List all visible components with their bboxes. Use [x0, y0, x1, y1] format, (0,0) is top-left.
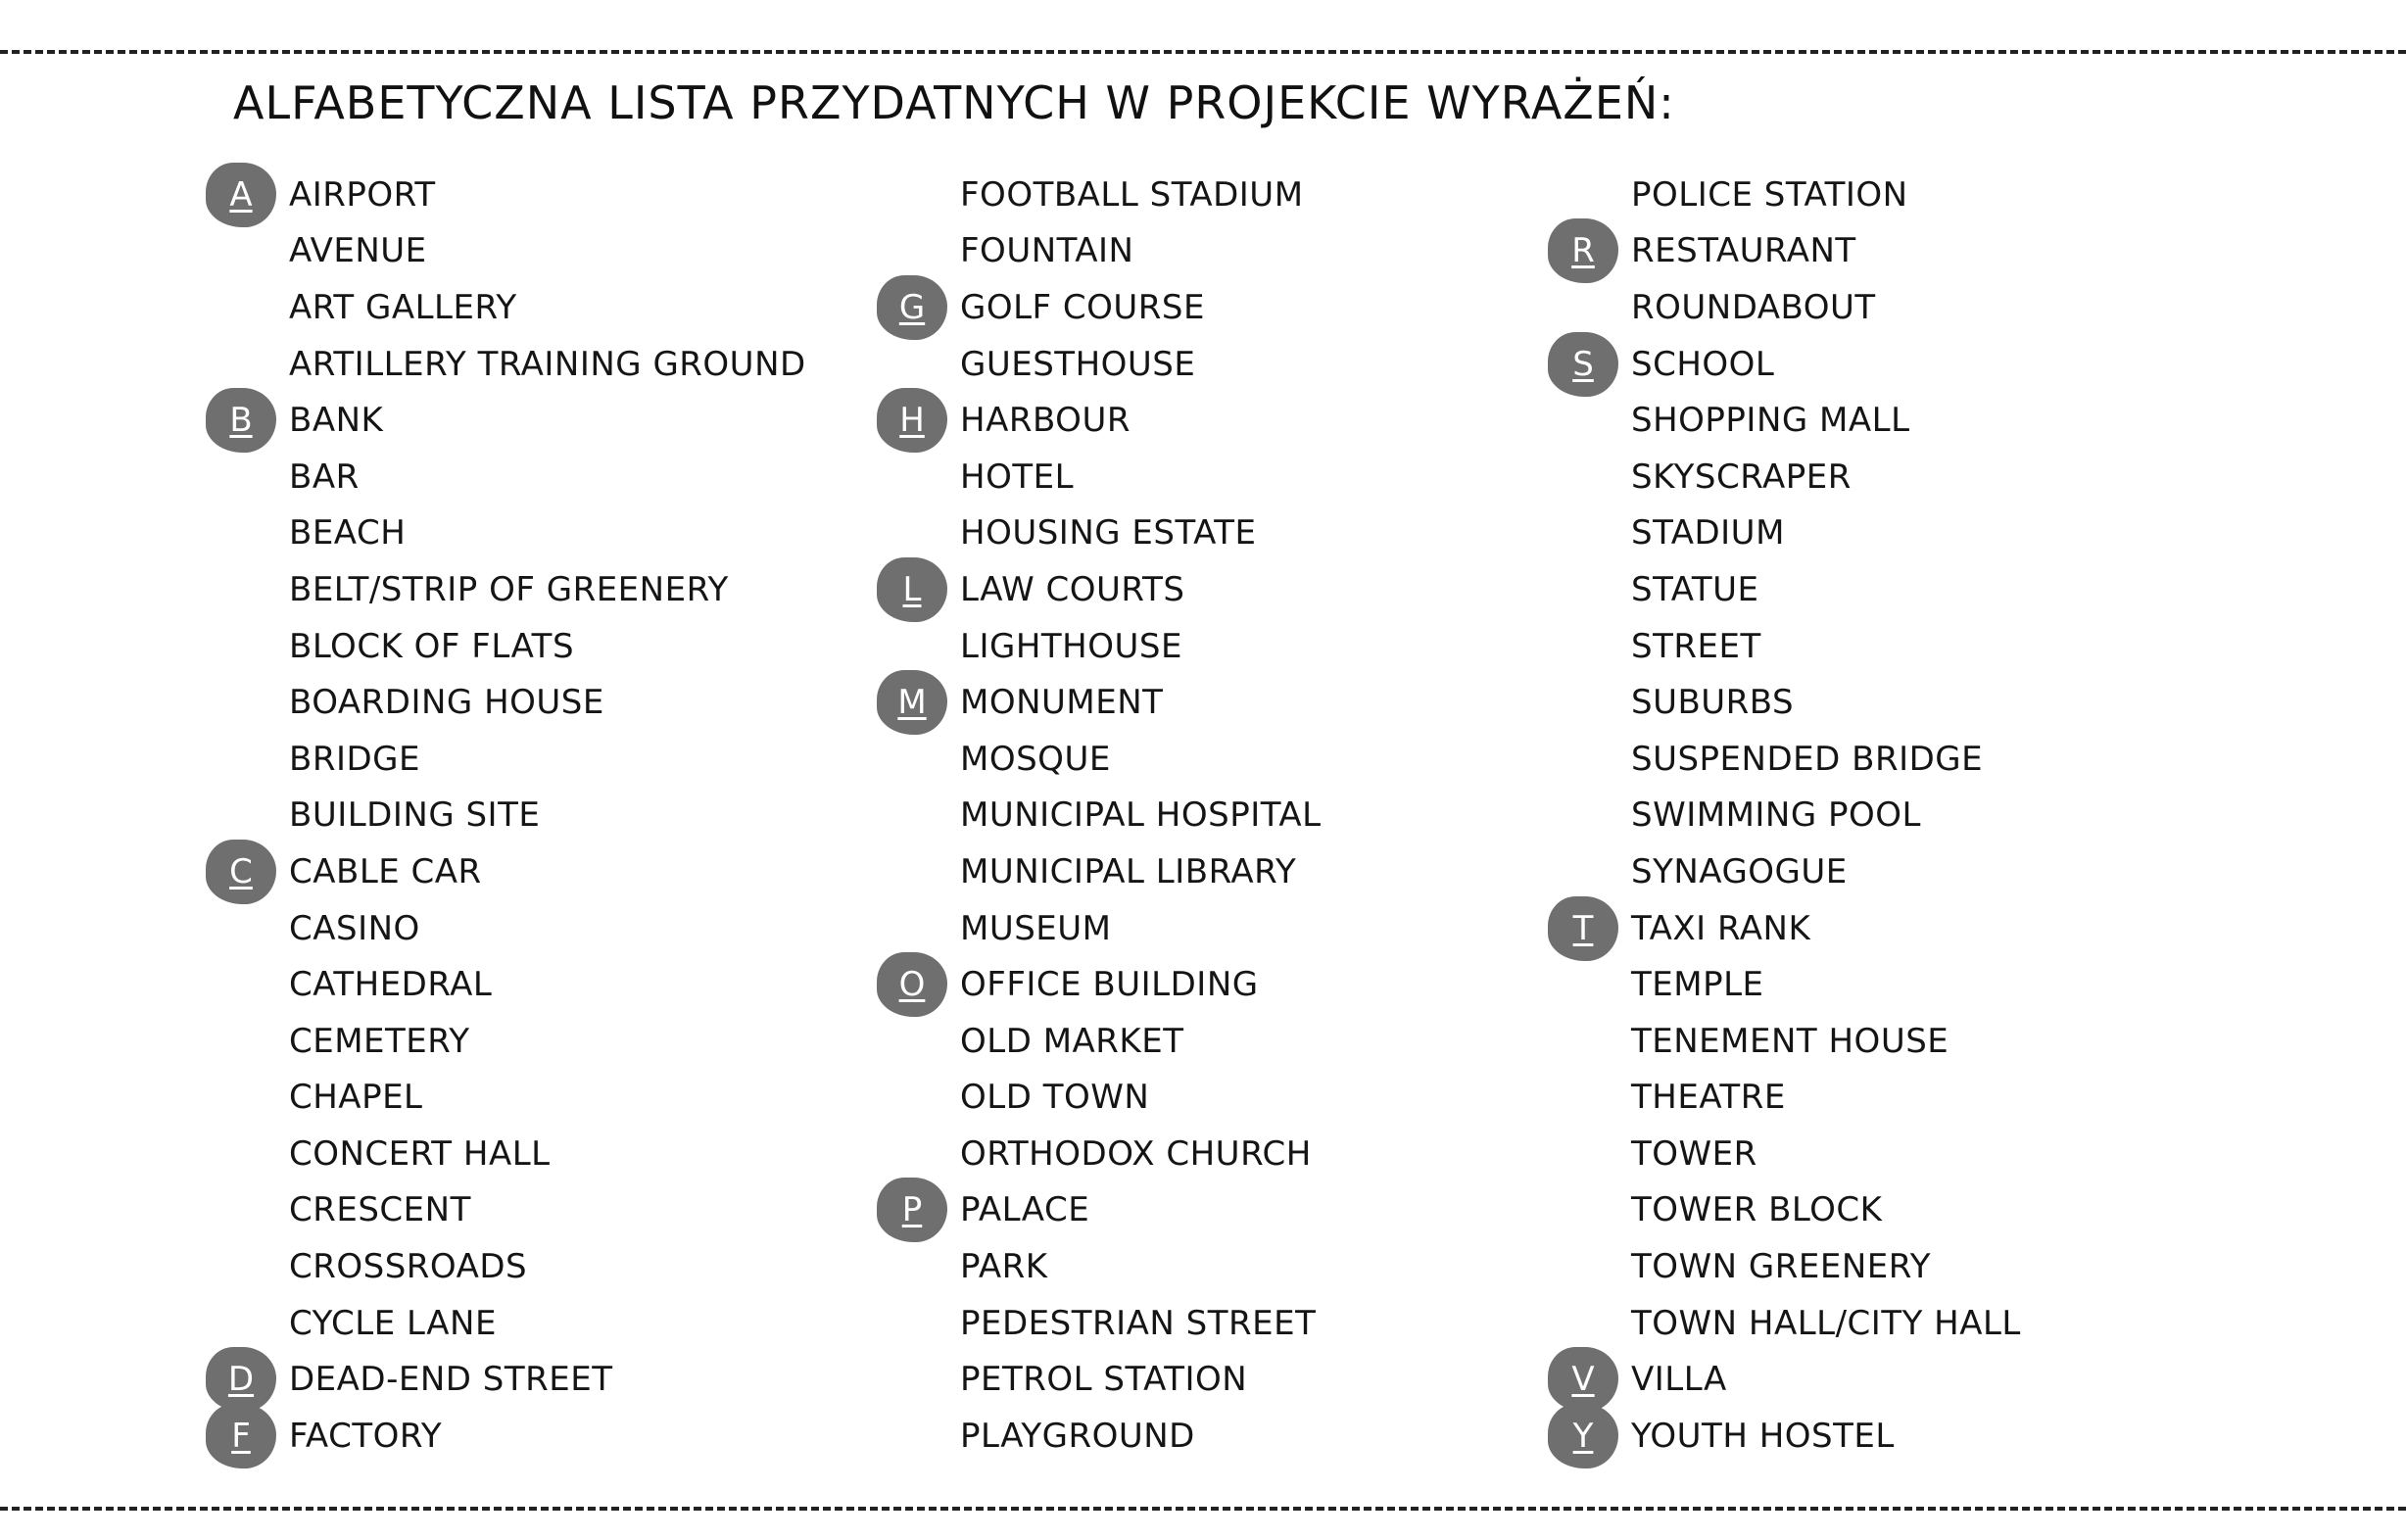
list-item-term: HOTEL: [960, 457, 1075, 497]
list-item-term: SUBURBS: [1631, 683, 1795, 723]
letter-badge: A: [206, 163, 276, 227]
list-item-term: THEATRE: [1631, 1078, 1786, 1118]
list-item-term: AVENUE: [289, 231, 427, 271]
list-item-term: CRESCENT: [289, 1190, 471, 1230]
list-item-term: FACTORY: [289, 1416, 443, 1456]
list-item-term: CABLE CAR: [289, 851, 482, 891]
list-item-term: PALACE: [960, 1190, 1090, 1230]
list-item-term: MUNICIPAL LIBRARY: [960, 851, 1297, 891]
list-item-term: AIRPORT: [289, 174, 436, 215]
list-item-term: CONCERT HALL: [289, 1133, 551, 1174]
list-item-term: TENEMENT HOUSE: [1631, 1021, 1949, 1061]
list-item-term: GOLF COURSE: [960, 287, 1205, 327]
list-item-term: POLICE STATION: [1631, 174, 1908, 215]
list-item-term: STATUE: [1631, 569, 1759, 609]
list-item-term: BANK: [289, 401, 384, 441]
list-item-term: SHOPPING MALL: [1631, 401, 1910, 441]
list-item-term: OFFICE BUILDING: [960, 965, 1259, 1005]
list-item-term: CATHEDRAL: [289, 965, 493, 1005]
list-item-term: SUSPENDED BRIDGE: [1631, 739, 1984, 779]
list-item-term: LAW COURTS: [960, 569, 1185, 609]
list-item-term: HARBOUR: [960, 401, 1131, 441]
list-item-term: VILLA: [1631, 1360, 1727, 1400]
list-item-term: CEMETERY: [289, 1021, 470, 1061]
page-title: ALFABETYCZNA LISTA PRZYDATNYCH W PROJEKCIE WYRAŻEŃ:: [233, 76, 1675, 129]
list-item-term: ROUNDABOUT: [1631, 287, 1876, 327]
list-item-term: BELT/STRIP OF GREENERY: [289, 569, 729, 609]
letter-badge: L: [877, 557, 947, 622]
list-item-term: BRIDGE: [289, 739, 420, 779]
list-item-term: CYCLE LANE: [289, 1303, 497, 1343]
letter-badge: T: [1548, 896, 1618, 961]
list-item-term: OLD MARKET: [960, 1021, 1184, 1061]
letter-badge: H: [877, 388, 947, 453]
list-item-term: MUNICIPAL HOSPITAL: [960, 795, 1322, 836]
list-item-term: GUESTHOUSE: [960, 344, 1196, 384]
letter-badge: O: [877, 952, 947, 1017]
letter-badge: D: [206, 1347, 276, 1412]
list-item-term: BUILDING SITE: [289, 795, 541, 836]
list-item-term: YOUTH HOSTEL: [1631, 1416, 1895, 1456]
letter-badge: R: [1548, 218, 1618, 283]
list-item-term: ART GALLERY: [289, 287, 517, 327]
list-item-term: TEMPLE: [1631, 965, 1764, 1005]
list-item-term: CHAPEL: [289, 1078, 423, 1118]
list-item-term: STREET: [1631, 626, 1761, 666]
list-item-term: ARTILLERY TRAINING GROUND: [289, 344, 806, 384]
list-item-term: TOWN HALL/CITY HALL: [1631, 1303, 2021, 1343]
list-item-term: RESTAURANT: [1631, 231, 1856, 271]
letter-badge: Y: [1548, 1404, 1618, 1468]
list-item-term: MONUMENT: [960, 683, 1164, 723]
list-item-term: BEACH: [289, 513, 407, 553]
list-item-term: BOARDING HOUSE: [289, 683, 604, 723]
list-item-term: CASINO: [289, 908, 420, 948]
list-item-term: CROSSROADS: [289, 1247, 528, 1287]
letter-badge: G: [877, 275, 947, 340]
list-item-term: PARK: [960, 1247, 1048, 1287]
letter-badge: S: [1548, 332, 1618, 397]
list-item-term: TOWER: [1631, 1133, 1757, 1174]
letter-badge: B: [206, 388, 276, 453]
list-item-term: DEAD-END STREET: [289, 1360, 613, 1400]
list-item-term: OLD TOWN: [960, 1078, 1150, 1118]
letter-badge: F: [206, 1404, 276, 1468]
list-item-term: SKYSCRAPER: [1631, 457, 1852, 497]
list-item-term: MUSEUM: [960, 908, 1112, 948]
bottom-dashed-border: [0, 1507, 2406, 1511]
list-item-term: MOSQUE: [960, 739, 1111, 779]
list-item-term: HOUSING ESTATE: [960, 513, 1257, 553]
list-item-term: SWIMMING POOL: [1631, 795, 1921, 836]
top-dashed-border: [0, 50, 2406, 54]
list-item-term: PEDESTRIAN STREET: [960, 1303, 1317, 1343]
list-item-term: LIGHTHOUSE: [960, 626, 1182, 666]
list-item-term: PLAYGROUND: [960, 1416, 1195, 1456]
list-item-term: FOOTBALL STADIUM: [960, 174, 1304, 215]
list-item-term: SCHOOL: [1631, 344, 1775, 384]
list-item-term: TOWN GREENERY: [1631, 1247, 1931, 1287]
list-item-term: ORTHODOX CHURCH: [960, 1133, 1312, 1174]
letter-badge: P: [877, 1178, 947, 1242]
letter-badge: C: [206, 840, 276, 904]
letter-badge: V: [1548, 1347, 1618, 1412]
list-item-term: TOWER BLOCK: [1631, 1190, 1883, 1230]
list-item-term: PETROL STATION: [960, 1360, 1248, 1400]
list-item-term: TAXI RANK: [1631, 908, 1811, 948]
list-item-term: SYNAGOGUE: [1631, 851, 1848, 891]
list-item-term: BLOCK OF FLATS: [289, 626, 575, 666]
letter-badge: M: [877, 670, 947, 735]
list-item-term: BAR: [289, 457, 360, 497]
list-item-term: FOUNTAIN: [960, 231, 1134, 271]
list-item-term: STADIUM: [1631, 513, 1785, 553]
